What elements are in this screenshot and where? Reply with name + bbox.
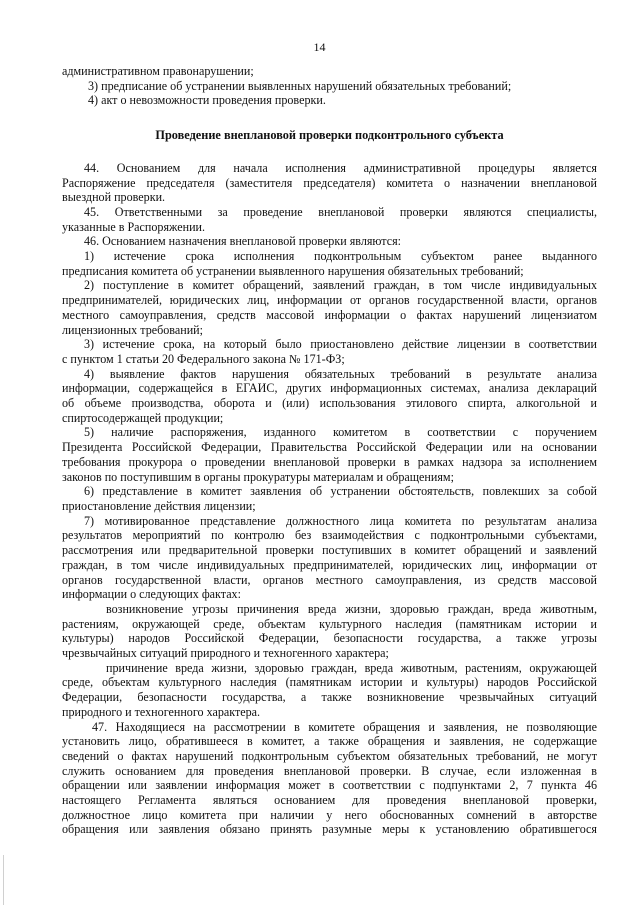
item-6-line: 6) представление в комитет заявления об устранении обстоятельств, повлекших за собой [84,484,597,499]
item-3-line: 3) истечение срока, на который было приостановлено действие лицензии в соответствии [84,337,597,352]
item-4-line: спиртосодержащей продукции; [62,410,224,425]
paragraph-44-line: Распоряжение председателя (заместителя председателя) комитета о назначении внеплановой [62,175,597,190]
item-2-line: местного самоуправления, средств массовой информации о фактах нарушений лицензиатом [62,307,597,322]
fact-2-line: среде, объектам культурного наследия (памятникам истории и культуры) народов Российской [62,675,597,690]
paragraph-47-line: установить лицо, обратившееся в комитет, а также обращения и заявления, не содержащие [62,734,597,749]
fact-2-line: природного и техногенного характера. [62,704,261,719]
item-2-line: предпринимателей, юридических лиц, информации от органов государственной власти, органов [62,293,597,308]
item-7-line: 7) мотивированное представление должностного лица комитета по результатам анализа [84,513,597,528]
paragraph-47-line: 47. Находящиеся на рассмотрении в комитете обращения и заявления, не позволяющие [92,719,597,734]
item-7-line: органов государственной власти, органов местного самоуправления, из средств массовой [62,572,597,587]
paragraph-47-line: обращения или заявления обязано принять разумные меры к установлению обратившегося [62,822,597,837]
paragraph-45-line: указанные в Распоряжении. [62,219,206,234]
paragraph-44-line: выездной проверки. [62,190,166,205]
list-item: 3) предписание об устранении выявленных нарушений обязательных требований; [88,78,512,93]
item-2-line: лицензионных требований; [62,322,203,337]
item-7-line: граждан, в том числе индивидуальных предпринимателей, юридических лиц, информации от [62,557,597,572]
item-4-line: информации, содержащейся в ЕГАИС, других информационных системах, анализа деклараций [62,381,597,396]
paragraph-47-line: служить основанием для проведения внеплановой проверки. В случае, если изложенная в [62,763,597,778]
text-line: административном правонарушении; [62,64,254,78]
item-7-line: результатов мероприятий по контролю без взаимодействия с подконтрольными субъектами, [62,528,597,543]
item-2-line: 2) поступление в комитет обращений, заявлений граждан, в том числе индивидуальных [84,278,597,293]
fact-1-line: растениям, окружающей среде, объектам культурного наследия (памятникам истории и [62,616,597,631]
document-body [62,64,597,837]
paragraph-45-line: 45. Ответственными за проведение внеплановой проверки являются специалисты, [84,204,597,219]
fact-1-line: возникновение угрозы причинения вреда жизни, здоровью граждан, вреда животным, [106,601,597,616]
paragraph-46: 46. Основанием назначения внеплановой проверки являются: [84,234,402,249]
page-number: 14 [313,40,326,54]
fact-2-line: причинение вреда жизни, здоровью граждан, вреда животным, растениям, окружающей [106,660,597,675]
item-3-line: с пунктом 1 статьи 20 Федерального закона № 171-ФЗ; [62,351,345,366]
paragraph-47-line: обращении или заявлении информация может в соответствии с подпунктами 2, 7 пункта 46 [62,778,597,793]
paragraph-44-line: 44. Основанием для начала исполнения административной процедуры является [84,160,597,175]
section-heading: Проведение внеплановой проверки подконтрольного субъекта [155,128,504,143]
item-5-line: Президента Российской Федерации, Правительства Российской Федерации или на основании [62,440,597,455]
item-5-line: законов по поступившим в органы прокуратуры материалам и обращениям; [62,469,454,484]
fact-1-line: чрезвычайных ситуаций природного и техногенного характера; [62,646,389,661]
list-item: 4) акт о невозможности проведения проверки. [88,93,326,108]
item-5-line: требования прокурора о проведении внеплановой проверки в рамках надзора за исполнением [62,454,597,469]
fact-1-line: культуры) народов Российской Федерации, безопасности государства, а также угрозы [62,631,597,646]
item-5-line: 5) наличие распоряжения, изданного комитетом в соответствии с поручением [84,425,597,440]
item-4-line: об объеме производства, оборота и (или) использования этилового спирта, алкогольной и [62,396,597,411]
item-7-line: рассмотрения или предварительной проверки поступивших в комитет обращений и заявлений [62,543,597,558]
paragraph-47-line: должностное лицо комитета при наличии у него обоснованных сомнений в авторстве [62,807,597,822]
item-1-line: предписания комитета об устранении выявленного нарушения обязательных требований; [62,263,524,278]
item-7-line: информации о следующих фактах: [62,587,241,602]
paragraph-47-line: настоящего Регламента являться основанием для проведения внеплановой проверки, [62,793,597,808]
scan-edge-mark [3,855,10,905]
fact-2-line: Федерации, безопасности государства, а также возникновение чрезвычайных ситуаций [62,690,597,705]
item-1-line: 1) истечение срока исполнения подконтрольным субъектом ранее выданного [84,249,597,264]
item-6-line: приостановление действия лицензии; [62,498,256,513]
paragraph-47-line: сведений о фактах нарушений подконтрольным субъектом обязательных требований, не могут [62,748,597,763]
item-4-line: 4) выявление фактов нарушения обязательных требований в результате анализа [84,366,597,381]
